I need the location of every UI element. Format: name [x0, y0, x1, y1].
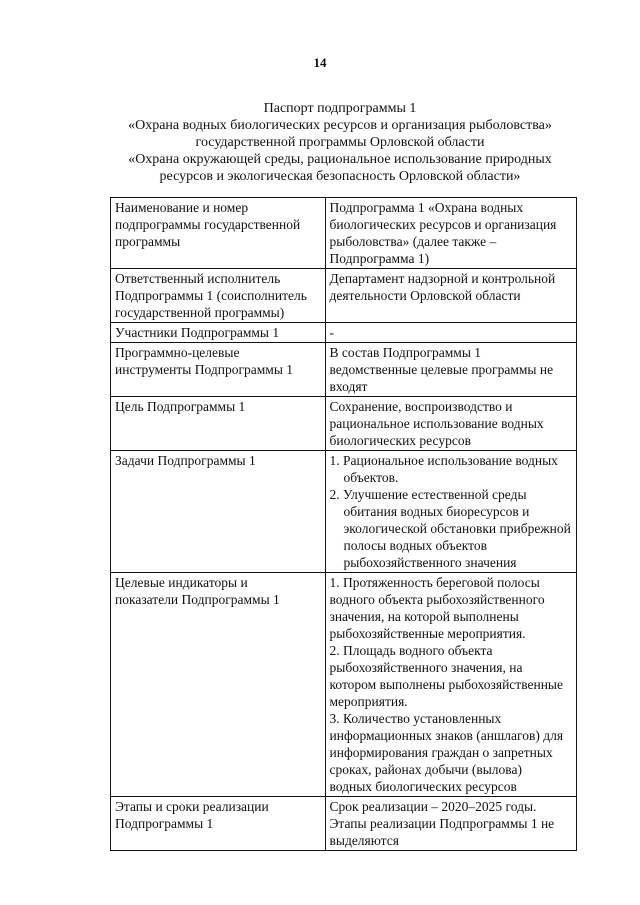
- value-line: 1. Протяженность береговой полосы: [329, 575, 540, 590]
- value-line: биологических ресурсов и организация: [329, 217, 557, 232]
- value-line: мероприятия.: [329, 694, 408, 709]
- value-line: полосы водных объектов: [343, 538, 487, 553]
- table-row: [111, 573, 577, 797]
- title-line: ресурсов и экологическая безопасность Орловской области»: [159, 169, 521, 184]
- row-value: [325, 573, 577, 797]
- table-row: [111, 269, 577, 323]
- label-line: Цель Подпрограммы 1: [115, 399, 246, 414]
- table-row: [111, 198, 577, 269]
- value-line: рыбохозяйственные мероприятия.: [329, 626, 526, 641]
- value-line: 2. Улучшение естественной среды: [329, 487, 527, 502]
- value-line: рыболовства» (далее также –: [329, 234, 497, 249]
- value-line: 3. Количество установленных: [329, 711, 502, 726]
- value-line: Этапы реализации Подпрограммы 1 не: [329, 816, 555, 831]
- label-line: Ответственный исполнитель: [115, 271, 281, 286]
- title-line: «Охрана водных биологических ресурсов и организация рыболовства»: [128, 118, 552, 133]
- value-line: Подпрограмма 1 «Охрана водных: [329, 200, 524, 215]
- label-line: Подпрограммы 1: [115, 816, 214, 831]
- label-line: Участники Подпрограммы 1: [115, 325, 280, 340]
- value-line: рыбохозяйственного значения, на: [329, 660, 523, 675]
- title-line: Паспорт подпрограммы 1: [263, 101, 417, 116]
- document-title: [90, 100, 590, 185]
- table-row: [111, 397, 577, 451]
- label-line: показатели Подпрограммы 1: [115, 592, 280, 607]
- value-line: экологической обстановки прибрежной: [343, 521, 571, 536]
- value-line: выделяются: [329, 833, 399, 848]
- value-line: ведомственные целевые программы не: [329, 362, 554, 377]
- value-line: информационных знаков (аншлагов) для: [329, 728, 564, 743]
- value-line: В состав Подпрограммы 1: [329, 345, 482, 360]
- label-line: Наименование и номер: [115, 200, 249, 215]
- row-label: [111, 343, 326, 397]
- row-value: [325, 269, 577, 323]
- table-row: [111, 451, 577, 573]
- value-line: информирования граждан о запретных: [329, 745, 553, 760]
- value-line: входят: [329, 379, 368, 394]
- value-line: 1. Рациональное использование водных: [329, 453, 558, 468]
- value-line: объектов.: [343, 470, 399, 485]
- label-line: программы: [115, 234, 181, 249]
- value-line: Подпрограмма 1): [329, 251, 430, 266]
- row-label: [111, 198, 326, 269]
- title-line: «Охрана окружающей среды, рациональное использование природных: [128, 152, 552, 167]
- label-line: Подпрограммы 1 (соисполнитель: [115, 288, 307, 303]
- value-line: деятельности Орловской области: [329, 288, 521, 303]
- value-line: Срок реализации – 2020–2025 годы.: [329, 799, 537, 814]
- value-line: -: [329, 325, 334, 340]
- page-number: 14: [313, 55, 327, 70]
- row-value: [325, 451, 577, 573]
- value-line: рациональное использование водных: [329, 416, 544, 431]
- row-label: [111, 323, 326, 343]
- value-line: обитания водных биоресурсов и: [343, 504, 530, 519]
- value-line: сроках, районах добычи (вылова): [329, 762, 522, 777]
- row-value: [325, 198, 577, 269]
- label-line: Этапы и сроки реализации: [115, 799, 269, 814]
- label-line: Программно-целевые: [115, 345, 240, 360]
- row-value: [325, 797, 577, 851]
- value-line: котором выполнены рыбохозяйственные: [329, 677, 563, 692]
- row-value: [325, 397, 577, 451]
- value-line: 2. Площадь водного объекта: [329, 643, 493, 658]
- value-line: водных биологических ресурсов: [329, 779, 517, 794]
- row-label: [111, 397, 326, 451]
- table-row: [111, 343, 577, 397]
- label-line: государственной программы): [115, 305, 285, 320]
- label-line: Задачи Подпрограммы 1: [115, 453, 256, 468]
- label-line: подпрограммы государственной: [115, 217, 301, 232]
- row-value: [325, 323, 577, 343]
- value-line: биологических ресурсов: [329, 433, 471, 448]
- label-line: инструменты Подпрограммы 1: [115, 362, 294, 377]
- value-line: значения, на которой выполнены: [329, 609, 519, 624]
- value-line: Департамент надзорной и контрольной: [329, 271, 556, 286]
- value-line: водного объекта рыбохозяйственного: [329, 592, 545, 607]
- row-label: [111, 797, 326, 851]
- row-label: [111, 451, 326, 573]
- value-line: Сохранение, воспроизводство и: [329, 399, 513, 414]
- row-value: [325, 343, 577, 397]
- table-row: [111, 797, 577, 851]
- table-row: [111, 323, 577, 343]
- passport-table: [110, 197, 577, 851]
- row-label: [111, 573, 326, 797]
- value-line: рыбохозяйственного значения: [343, 555, 517, 570]
- row-label: [111, 269, 326, 323]
- title-line: государственной программы Орловской области: [195, 135, 485, 150]
- label-line: Целевые индикаторы и: [115, 575, 248, 590]
